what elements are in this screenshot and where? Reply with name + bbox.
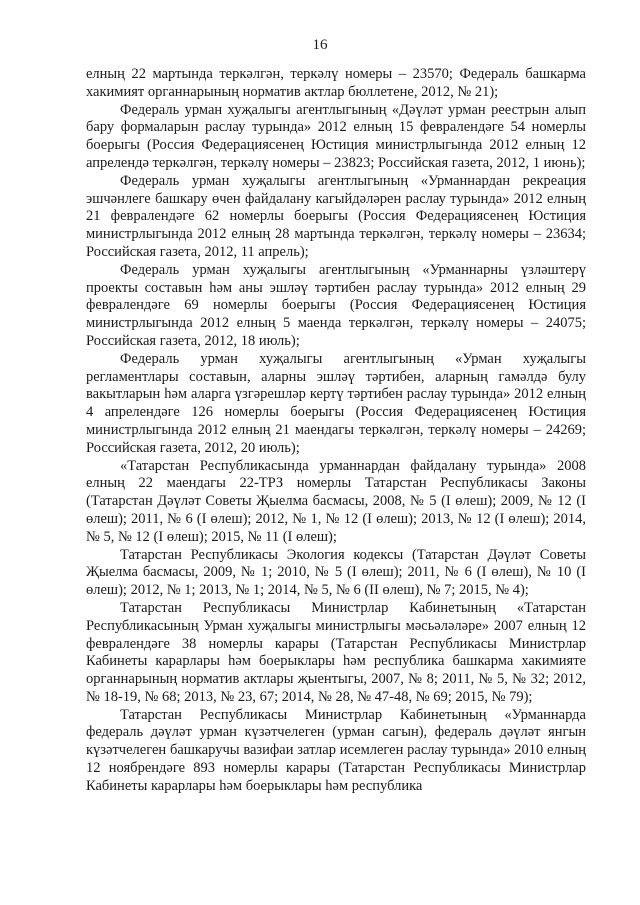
- paragraph-order-development-project: Федераль урман хуҗалыгы агентлыгының «Урманнарны үзләштерү проекты составын һәм аны эшләү тәртибен раслау турында» 2012 елның 29 февралендәге 69 номерлы боерыгы (Россия Федерациясенең Юстиция министрлыгында 2012 елның 5 маенда теркәлгән, теркәлү номеры – 24075; Российская газета, 2012, 18 июль);: [86, 261, 586, 349]
- paragraph-ecology-code: Татарстан Республикасы Экология кодексы (Татарстан Дәүләт Советы Җыелма басмасы, 2009, № 1; 2010, № 5 (I өлеш); 2011, № 6 (I өлеш), № 10 (I өлеш); 2012, № 1; 2013, № 1; 2014, № 5, № 6 (II өлеш), № 7; 2015, № 4);: [86, 546, 586, 599]
- page-number: 16: [312, 37, 328, 53]
- paragraph-order-forest-registry: Федераль урман хуҗалыгы агентлыгының «Дәүләт урман реестрын алып бару формаларын раслау турында» 2012 елның 15 февралендәге 54 номерлы боерыгы (Россия Федерациясенең Юстиция министрлыгында 2012 елның 12 апрелендә теркәлгән, теркәлү номеры – 23823; Российская газета, 2012, 1 июнь);: [86, 101, 586, 171]
- paragraph-order-forestry-regulations: Федераль урман хуҗалыгы агентлыгының «Урман хуҗалыгы регламентлары составын, аларны эшләү тәртибен, аларның гамәлдә булу вакытларын һәм аларга үзгәрешләр кертү тәртибен раслау турында» 2012 елның 4 апрелендәге 126 номерлы боерыгы (Россия Федерациясенең Юстиция министрлыгында 2012 елның 21 маендагы теркәлгән, теркәлү номеры – 24269; Российская газета, 2012, 20 июль);: [86, 350, 586, 456]
- paragraph-cabinet-resolution-38: Татарстан Республикасы Министрлар Кабинетының «Татарстан Республикасының Урман хуҗалыгы министрлыгы мәсьәләләре» 2007 елның 12 февралендәге 38 номерлы карары (Татарстан Республикасы Министрлар Кабинеты карарлары һәм боерыклары һәм республика башкарма хакимияте органнарының норматив актлары җыентыгы, 2007, № 8; 2011, № 5, № 32; 2012, № 18-19, № 68; 2013, № 23, 67; 2014, № 28, № 47-48, № 69; 2015, № 79);: [86, 599, 586, 705]
- paragraph-order-recreation: Федераль урман хуҗалыгы агентлыгының «Урманнардан рекреация эшчәнлеге башкару өчен файдалану кагыйдәләрен раслау турында» 2012 елның 21 февралендәге 62 номерлы боерыгы (Россия Федерациясенең Юстиция министрлыгында 2012 елның 28 мартында теркәлгән, теркәлү номеры – 23634; Российская газета, 2012, 11 апрель);: [86, 172, 586, 260]
- document-body: [86, 66, 586, 796]
- paragraph-continuation: елның 22 мартында теркәлгән, теркәлү номеры – 23570; Федераль башкарма хакимият органнарының норматив актлар бюллетене, 2012, № 21);: [86, 66, 586, 100]
- paragraph-cabinet-resolution-893: Татарстан Республикасы Министрлар Кабинетының «Урманнарда федераль дәүләт урман күзәтчелеген (урман сагын), федераль дәүләт янгын күзәтчелеген башкаручы вазифаи затлар исемлеген раслау турында» 2010 елның 12 ноябрендәге 893 номерлы карары (Татарстан Республикасы Министрлар Кабинеты карарлары һәм боерыклары һәм республика: [86, 706, 586, 794]
- paragraph-law-forest-use: «Татарстан Республикасында урманнардан файдалану турында» 2008 елның 22 маендагы 22-ТРЗ номерлы Татарстан Республикасы Законы (Татарстан Дәүләт Советы Җыелма басмасы, 2008, № 5 (I өлеш); 2009, № 12 (I өлеш); 2011, № 6 (I өлеш); 2012, № 1, № 12 (I өлеш); 2013, № 12 (I өлеш); 2014, № 5, № 12 (I өлеш); 2015, № 11 (I өлеш);: [86, 457, 586, 545]
